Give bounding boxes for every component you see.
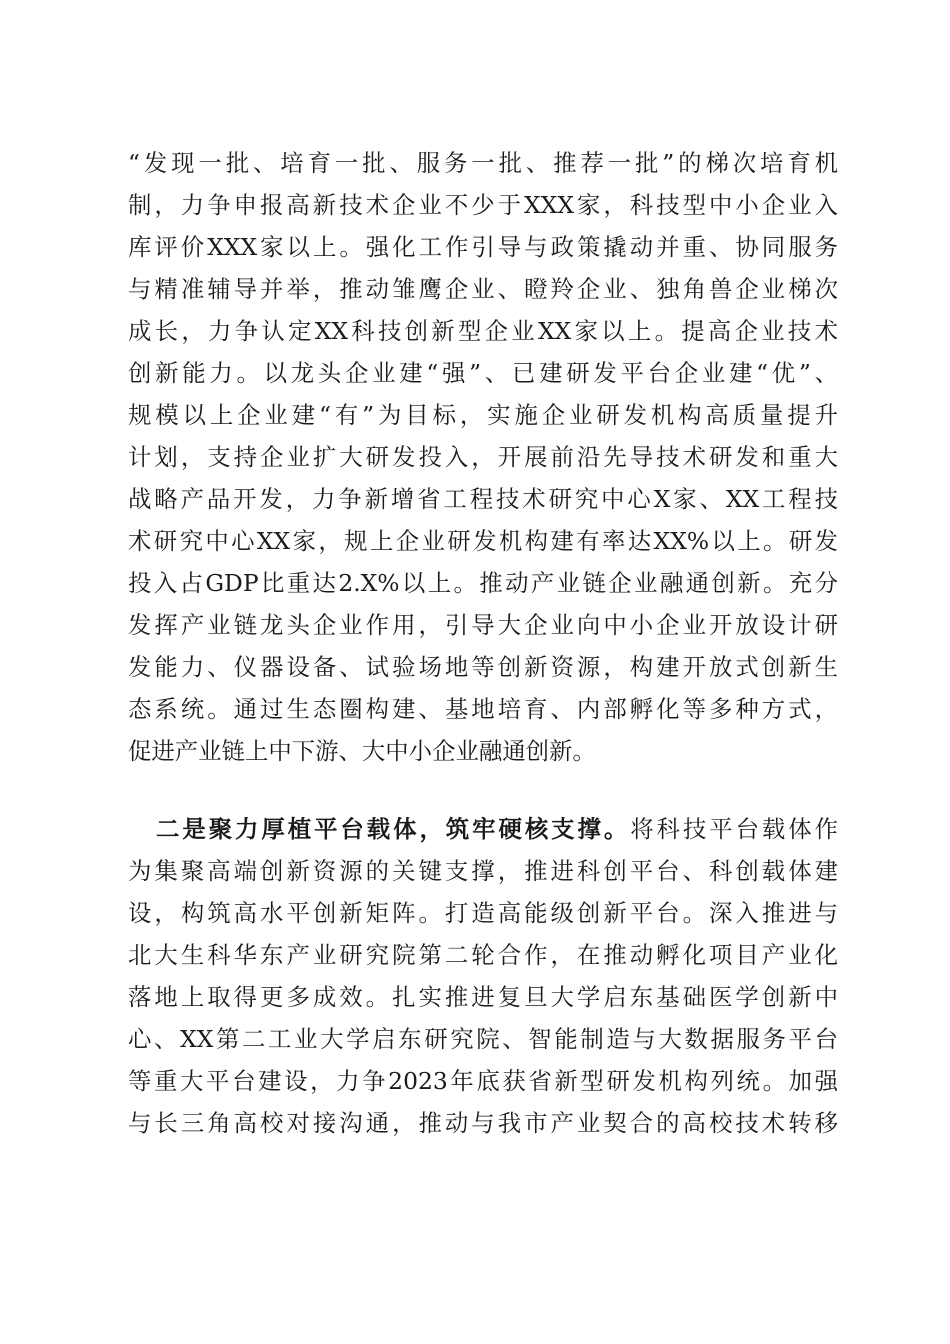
text-line: 等重大平台建设，力争2023年底获省新型研发机构列统。加强 <box>128 1067 838 1095</box>
text-line: 成长，力争认定XX科技创新型企业XX家以上。提高企业技术 <box>128 317 838 345</box>
text-line: 态系统。通过生态圈构建、基地培育、内部孵化等多种方式， <box>128 695 838 723</box>
paragraph-1 <box>128 142 838 772</box>
text-line: 投入占GDP比重达2.X%以上。推动产业链企业融通创新。充分 <box>128 569 838 597</box>
text-line: 战略产品开发，力争新增省工程技术研究中心X家、XX工程技 <box>128 485 838 513</box>
paragraph-2-lead-text: 将科技平台载体作 <box>630 815 839 843</box>
paragraph-2-first-line <box>128 808 838 850</box>
text-line: 制，力争申报高新技术企业不少于XXX家，科技型中小企业入 <box>128 191 838 219</box>
text-line: 设，构筑高水平创新矩阵。打造高能级创新平台。深入推进与 <box>128 899 838 927</box>
text-line: 库评价XXX家以上。强化工作引导与政策撬动并重、协同服务 <box>128 233 838 261</box>
text-line: 北大生科华东产业研究院第二轮合作，在推动孵化项目产业化 <box>128 941 838 969</box>
text-line: 与精准辅导并举，推动雏鹰企业、瞪羚企业、独角兽企业梯次 <box>128 275 838 303</box>
text-line: 与长三角高校对接沟通，推动与我市产业契合的高校技术转移 <box>128 1109 838 1137</box>
text-line: 为集聚高端创新资源的关键支撑，推进科创平台、科创载体建 <box>128 857 838 885</box>
paragraph-2-heading: 二是聚力厚植平台载体，筑牢硬核支撑。 <box>156 815 631 843</box>
text-line: 规模以上企业建“有”为目标，实施企业研发机构高质量提升 <box>128 401 838 429</box>
paragraph-2 <box>128 808 838 1144</box>
text-line: 促进产业链上中下游、大中小企业融通创新。 <box>128 737 596 765</box>
text-line: 发挥产业链龙头企业作用，引导大企业向中小企业开放设计研 <box>128 611 838 639</box>
text-line: 发能力、仪器设备、试验场地等创新资源，构建开放式创新生 <box>128 653 838 681</box>
text-line: 计划，支持企业扩大研发投入，开展前沿先导技术研发和重大 <box>128 443 838 471</box>
text-line: “发现一批、培育一批、服务一批、推荐一批”的梯次培育机 <box>128 149 838 177</box>
text-line: 心、XX第二工业大学启东研究院、智能制造与大数据服务平台 <box>128 1025 838 1053</box>
text-line: 创新能力。以龙头企业建“强”、已建研发平台企业建“优”、 <box>128 359 838 387</box>
text-line: 落地上取得更多成效。扎实推进复旦大学启东基础医学创新中 <box>128 983 838 1011</box>
text-line: 术研究中心XX家，规上企业研发机构建有率达XX%以上。研发 <box>128 527 838 555</box>
